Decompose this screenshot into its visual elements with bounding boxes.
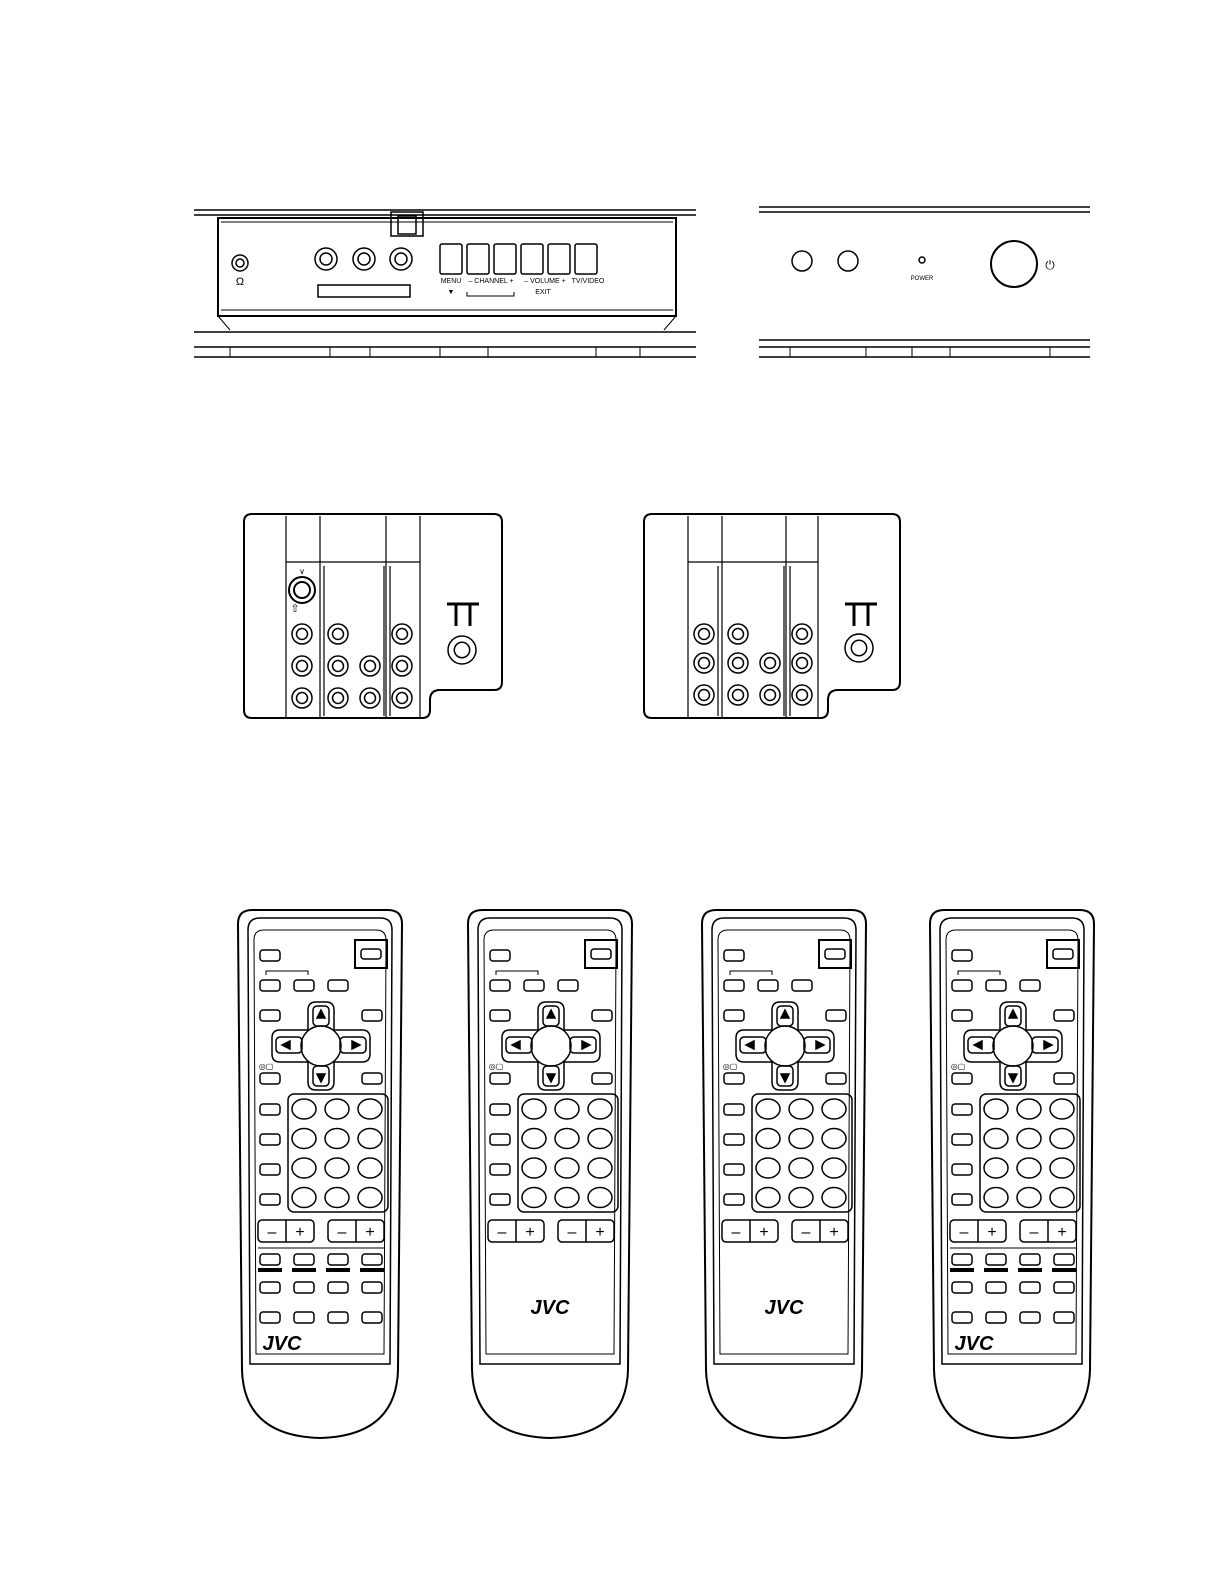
number-key[interactable] — [522, 1099, 546, 1119]
remote-body — [702, 910, 866, 1438]
vcr-button[interactable] — [294, 1282, 314, 1293]
power-button[interactable] — [1053, 949, 1073, 959]
jack-outer — [292, 688, 312, 708]
number-key[interactable] — [756, 1188, 780, 1208]
vcr-button[interactable] — [952, 1282, 972, 1293]
jack-outer — [792, 653, 812, 673]
minus-key[interactable]: – — [1029, 1224, 1039, 1241]
number-key[interactable] — [984, 1099, 1008, 1119]
d-pad-center — [301, 1026, 341, 1066]
arrow-left-icon — [974, 1041, 982, 1049]
jack-outer — [292, 656, 312, 676]
menu-label: MENU — [440, 278, 462, 285]
number-key[interactable] — [822, 1158, 846, 1178]
number-key[interactable] — [325, 1099, 349, 1119]
jack-inner — [397, 661, 408, 672]
power-label: POWER — [910, 276, 934, 282]
number-key[interactable] — [1050, 1188, 1074, 1208]
vcr-button[interactable] — [1054, 1312, 1074, 1323]
small-button[interactable] — [1020, 980, 1040, 991]
vcr-button[interactable] — [362, 1282, 382, 1293]
rca-jack[interactable] — [448, 636, 476, 664]
exit-button[interactable] — [826, 1010, 846, 1021]
rca-jack[interactable] — [328, 656, 348, 676]
jack-inner — [733, 658, 744, 669]
front-panel-right — [759, 207, 1090, 357]
remote-inner-face — [946, 930, 1078, 1354]
menu-button[interactable] — [952, 1010, 972, 1021]
front-av-jack[interactable] — [390, 248, 412, 270]
vcr-button[interactable] — [952, 1312, 972, 1323]
plus-key[interactable]: + — [1057, 1224, 1067, 1241]
arrow-down-icon — [1009, 1074, 1017, 1082]
arrow-right-icon — [816, 1041, 824, 1049]
power-button[interactable] — [825, 949, 845, 959]
arrow-right-icon — [1044, 1041, 1052, 1049]
side-button[interactable] — [952, 1194, 972, 1205]
number-key[interactable] — [588, 1129, 612, 1149]
vcr-button[interactable] — [328, 1254, 348, 1265]
jack-inner — [797, 658, 808, 669]
power-button[interactable] — [991, 241, 1037, 287]
jack-outer — [694, 653, 714, 673]
number-key[interactable] — [358, 1188, 382, 1208]
plus-key[interactable]: + — [365, 1224, 375, 1241]
number-key[interactable] — [588, 1099, 612, 1119]
small-button[interactable] — [724, 980, 744, 991]
plus-key[interactable]: + — [759, 1224, 769, 1241]
remote-face — [940, 918, 1084, 1364]
jack-inner — [297, 661, 308, 672]
number-key[interactable] — [292, 1158, 316, 1178]
power-icon: ⏻ — [1045, 258, 1055, 272]
jack-outer — [728, 685, 748, 705]
number-key[interactable] — [789, 1099, 813, 1119]
jack-outer — [360, 688, 380, 708]
channel-label: – CHANNEL + — [468, 278, 514, 285]
number-key[interactable] — [325, 1188, 349, 1208]
tone-button[interactable] — [260, 1073, 280, 1084]
plus-key[interactable]: + — [595, 1224, 605, 1241]
rca-jack[interactable] — [292, 624, 312, 644]
jack-inner — [365, 661, 376, 672]
side-button[interactable] — [260, 1194, 280, 1205]
d-pad-center — [993, 1026, 1033, 1066]
minus-key[interactable]: – — [267, 1224, 277, 1241]
jack-outer — [292, 624, 312, 644]
power-indicator — [919, 257, 925, 263]
minus-key[interactable]: – — [801, 1224, 811, 1241]
jack-outer — [694, 685, 714, 705]
channel-down-button[interactable] — [467, 244, 489, 274]
remote-body — [238, 910, 402, 1438]
small-button[interactable] — [558, 980, 578, 991]
display-button[interactable] — [362, 1073, 382, 1084]
jack-inner — [297, 693, 308, 704]
jack-outer — [728, 624, 748, 644]
arrow-up-icon — [317, 1010, 325, 1018]
number-key[interactable] — [555, 1188, 579, 1208]
jack-inner — [765, 658, 776, 669]
exit-label: EXIT — [535, 289, 551, 296]
number-key[interactable] — [756, 1158, 780, 1178]
plus-key[interactable]: + — [295, 1224, 305, 1241]
vcr-button[interactable] — [986, 1282, 1006, 1293]
rca-jack[interactable] — [694, 653, 714, 673]
jack-outer — [694, 624, 714, 644]
volume-up-button[interactable] — [548, 244, 570, 274]
jack-inner — [333, 661, 344, 672]
remote-face — [248, 918, 392, 1364]
side-button[interactable] — [490, 1104, 510, 1115]
jvc-logo: JVC — [262, 1333, 302, 1355]
number-key[interactable] — [325, 1158, 349, 1178]
tv-video-label: TV/VIDEO — [571, 278, 605, 285]
rca-jack[interactable] — [760, 685, 780, 705]
remote-body — [468, 910, 632, 1438]
jvc-logo: JVC — [764, 1297, 804, 1319]
exit-button[interactable] — [1054, 1010, 1074, 1021]
tv-video-button[interactable] — [575, 244, 597, 274]
jack-inner — [765, 690, 776, 701]
number-key[interactable] — [358, 1158, 382, 1178]
tone-mark-icon: ◎▢ — [258, 1062, 274, 1071]
number-key[interactable] — [984, 1129, 1008, 1149]
jack-outer — [792, 685, 812, 705]
tone-button[interactable] — [490, 1073, 510, 1084]
arrow-up-icon — [547, 1010, 555, 1018]
tone-mark-icon: ◎▢ — [722, 1062, 738, 1071]
side-button[interactable] — [952, 1104, 972, 1115]
power-button-frame — [585, 940, 617, 968]
small-button[interactable] — [260, 980, 280, 991]
minus-key[interactable]: – — [959, 1224, 969, 1241]
side-button[interactable] — [260, 1104, 280, 1115]
remote-control-full — [238, 910, 402, 1438]
bracket — [958, 971, 1000, 975]
remote-body — [930, 910, 1094, 1438]
power-button-frame — [355, 940, 387, 968]
jack-outer — [728, 653, 748, 673]
keypad-frame — [288, 1094, 388, 1212]
side-button[interactable] — [260, 1164, 280, 1175]
small-button[interactable] — [328, 980, 348, 991]
jack-inner — [397, 693, 408, 704]
number-key[interactable] — [984, 1158, 1008, 1178]
antenna-icon — [447, 604, 479, 626]
d-pad-center — [531, 1026, 571, 1066]
arrow-down-icon — [547, 1074, 555, 1082]
rca-jack[interactable] — [792, 685, 812, 705]
tv-button[interactable] — [952, 950, 972, 961]
number-key[interactable] — [1017, 1129, 1041, 1149]
vcr-button[interactable] — [1054, 1282, 1074, 1293]
tv-button[interactable] — [490, 950, 510, 961]
headphone-icon: Ω — [235, 276, 245, 288]
vcr-button[interactable] — [362, 1254, 382, 1265]
number-key[interactable] — [789, 1129, 813, 1149]
arrow-right-icon — [352, 1041, 360, 1049]
remote-control-basic — [468, 910, 632, 1438]
bracket — [266, 971, 308, 975]
vcr-button[interactable] — [294, 1254, 314, 1265]
remote-inner-face — [484, 930, 616, 1354]
s-video-arrow-icon: ⇧ — [290, 603, 300, 615]
jack-inner — [397, 629, 408, 640]
vcr-button[interactable] — [986, 1254, 1006, 1265]
tone-button[interactable] — [952, 1073, 972, 1084]
jack-outer — [328, 624, 348, 644]
tone-button[interactable] — [724, 1073, 744, 1084]
rca-jack[interactable] — [292, 656, 312, 676]
number-key[interactable] — [522, 1158, 546, 1178]
tone-mark-icon: ◎▢ — [950, 1062, 966, 1071]
number-key[interactable] — [522, 1188, 546, 1208]
jack-outer — [392, 624, 412, 644]
number-key[interactable] — [756, 1129, 780, 1149]
rca-jack[interactable] — [792, 653, 812, 673]
menu-button[interactable] — [440, 244, 462, 274]
number-key[interactable] — [1017, 1188, 1041, 1208]
vcr-button[interactable] — [260, 1312, 280, 1323]
jack-outer — [328, 688, 348, 708]
front-av-jack[interactable] — [315, 248, 337, 270]
minus-key[interactable]: – — [497, 1224, 507, 1241]
number-key[interactable] — [1017, 1158, 1041, 1178]
power-button-frame — [1047, 940, 1079, 968]
side-button[interactable] — [952, 1164, 972, 1175]
number-key[interactable] — [822, 1099, 846, 1119]
number-key[interactable] — [555, 1129, 579, 1149]
vcr-button[interactable] — [260, 1254, 280, 1265]
arrow-down-icon — [781, 1074, 789, 1082]
rca-jack[interactable] — [392, 624, 412, 644]
antenna-icon — [845, 604, 877, 626]
jack-inner — [333, 693, 344, 704]
front-av-jack[interactable] — [353, 248, 375, 270]
rca-jack[interactable] — [728, 653, 748, 673]
rca-jack[interactable] — [360, 688, 380, 708]
menu-button[interactable] — [260, 1010, 280, 1021]
number-key[interactable] — [822, 1129, 846, 1149]
exit-button[interactable] — [362, 1010, 382, 1021]
side-button[interactable] — [724, 1164, 744, 1175]
rca-jack[interactable] — [760, 653, 780, 673]
side-button[interactable] — [260, 1134, 280, 1145]
jack-outer — [392, 688, 412, 708]
number-key[interactable] — [358, 1099, 382, 1119]
remote-control-full — [930, 910, 1094, 1438]
side-button[interactable] — [490, 1164, 510, 1175]
tone-mark-icon: ◎▢ — [488, 1062, 504, 1071]
jack-inner — [699, 658, 710, 669]
jack-outer — [792, 624, 812, 644]
s-video-jack[interactable] — [289, 577, 315, 603]
power-button[interactable] — [591, 949, 611, 959]
tv-button[interactable] — [260, 950, 280, 961]
jvc-logo: JVC — [954, 1333, 994, 1355]
jack-inner — [699, 690, 710, 701]
jack-outer — [845, 634, 873, 662]
vcr-button[interactable] — [328, 1282, 348, 1293]
jack-outer — [328, 656, 348, 676]
power-button[interactable] — [361, 949, 381, 959]
vcr-button[interactable] — [952, 1254, 972, 1265]
rca-jack[interactable] — [728, 624, 748, 644]
display-button[interactable] — [826, 1073, 846, 1084]
jack-inner — [797, 690, 808, 701]
rca-jack[interactable] — [292, 688, 312, 708]
small-button[interactable] — [294, 980, 314, 991]
rca-jack[interactable] — [360, 656, 380, 676]
number-key[interactable] — [756, 1099, 780, 1119]
rca-jack[interactable] — [328, 624, 348, 644]
number-key[interactable] — [789, 1158, 813, 1178]
number-key[interactable] — [292, 1129, 316, 1149]
volume-down-button[interactable] — [521, 244, 543, 274]
s-video-mark-icon: ∨ — [299, 567, 305, 576]
plus-key[interactable]: + — [829, 1224, 839, 1241]
vcr-button[interactable] — [1054, 1254, 1074, 1265]
headphone-jack[interactable] — [232, 255, 248, 271]
vcr-button[interactable] — [1020, 1312, 1040, 1323]
rca-jack[interactable] — [694, 624, 714, 644]
number-key[interactable] — [984, 1188, 1008, 1208]
side-button[interactable] — [952, 1134, 972, 1145]
small-button[interactable] — [758, 980, 778, 991]
arrow-left-icon — [282, 1041, 290, 1049]
keypad-frame — [980, 1094, 1080, 1212]
arrow-left-icon — [746, 1041, 754, 1049]
small-button[interactable] — [490, 980, 510, 991]
number-key[interactable] — [1050, 1158, 1074, 1178]
arrow-right-icon — [582, 1041, 590, 1049]
vcr-button[interactable] — [328, 1312, 348, 1323]
rca-jack[interactable] — [792, 624, 812, 644]
menu-button[interactable] — [724, 1010, 744, 1021]
jack-inner — [297, 629, 308, 640]
jack-inner — [333, 629, 344, 640]
small-button[interactable] — [952, 980, 972, 991]
vcr-button[interactable] — [986, 1312, 1006, 1323]
arrow-down-icon — [317, 1074, 325, 1082]
jack-outer — [760, 653, 780, 673]
vcr-button[interactable] — [260, 1282, 280, 1293]
front-panel-label-plate — [318, 285, 410, 297]
side-button[interactable] — [490, 1194, 510, 1205]
vcr-button[interactable] — [1020, 1254, 1040, 1265]
jack-inner — [454, 642, 469, 657]
keypad-frame — [752, 1094, 852, 1212]
number-key[interactable] — [522, 1129, 546, 1149]
number-key[interactable] — [325, 1129, 349, 1149]
jack-inner — [851, 640, 866, 655]
plus-key[interactable]: + — [987, 1224, 997, 1241]
display-button[interactable] — [1054, 1073, 1074, 1084]
sensor-window — [838, 251, 858, 271]
arrow-left-icon — [512, 1041, 520, 1049]
vcr-button[interactable] — [294, 1312, 314, 1323]
small-button[interactable] — [986, 980, 1006, 991]
rca-jack[interactable] — [392, 688, 412, 708]
vcr-button[interactable] — [1020, 1282, 1040, 1293]
number-key[interactable] — [358, 1129, 382, 1149]
jack-outer — [360, 656, 380, 676]
minus-key[interactable]: – — [731, 1224, 741, 1241]
volume-label: – VOLUME + — [524, 278, 566, 285]
display-button[interactable] — [592, 1073, 612, 1084]
remote-inner-face — [718, 930, 850, 1354]
arrow-up-icon — [781, 1010, 789, 1018]
menu-button[interactable] — [490, 1010, 510, 1021]
keypad-frame — [518, 1094, 618, 1212]
rear-panel — [644, 514, 900, 718]
bracket — [730, 971, 772, 975]
rear-panel-with-s-video — [244, 514, 502, 718]
side-button[interactable] — [724, 1134, 744, 1145]
number-key[interactable] — [555, 1158, 579, 1178]
rca-jack[interactable] — [694, 685, 714, 705]
number-key[interactable] — [822, 1188, 846, 1208]
plus-key[interactable]: + — [525, 1224, 535, 1241]
side-button[interactable] — [724, 1104, 744, 1115]
side-button[interactable] — [724, 1194, 744, 1205]
number-key[interactable] — [789, 1188, 813, 1208]
rca-jack[interactable] — [328, 688, 348, 708]
power-button-frame — [819, 940, 851, 968]
jack-inner — [733, 629, 744, 640]
d-pad-center — [765, 1026, 805, 1066]
rca-jack[interactable] — [845, 634, 873, 662]
arrow-up-icon — [1009, 1010, 1017, 1018]
jack-outer — [392, 656, 412, 676]
number-key[interactable] — [588, 1158, 612, 1178]
number-key[interactable] — [1050, 1099, 1074, 1119]
number-key[interactable] — [588, 1188, 612, 1208]
vcr-button[interactable] — [362, 1312, 382, 1323]
remote-inner-face — [254, 930, 386, 1354]
exit-button[interactable] — [592, 1010, 612, 1021]
rca-jack[interactable] — [392, 656, 412, 676]
jack-inner — [733, 690, 744, 701]
small-button[interactable] — [792, 980, 812, 991]
jack-inner — [797, 629, 808, 640]
channel-up-button[interactable] — [494, 244, 516, 274]
side-button[interactable] — [490, 1134, 510, 1145]
minus-key[interactable]: – — [337, 1224, 347, 1241]
number-key[interactable] — [555, 1099, 579, 1119]
sensor-window — [792, 251, 812, 271]
number-key[interactable] — [292, 1188, 316, 1208]
bracket — [496, 971, 538, 975]
rca-jack[interactable] — [728, 685, 748, 705]
jack-inner — [365, 693, 376, 704]
jack-outer — [448, 636, 476, 664]
minus-key[interactable]: – — [567, 1224, 577, 1241]
remote-control-basic — [702, 910, 866, 1438]
down-arrow-icon: ▼ — [447, 289, 455, 296]
jack-outer — [760, 685, 780, 705]
number-key[interactable] — [1050, 1129, 1074, 1149]
small-button[interactable] — [524, 980, 544, 991]
tv-button[interactable] — [724, 950, 744, 961]
number-key[interactable] — [292, 1099, 316, 1119]
number-key[interactable] — [1017, 1099, 1041, 1119]
jvc-logo: JVC — [530, 1297, 570, 1319]
jack-inner — [699, 629, 710, 640]
